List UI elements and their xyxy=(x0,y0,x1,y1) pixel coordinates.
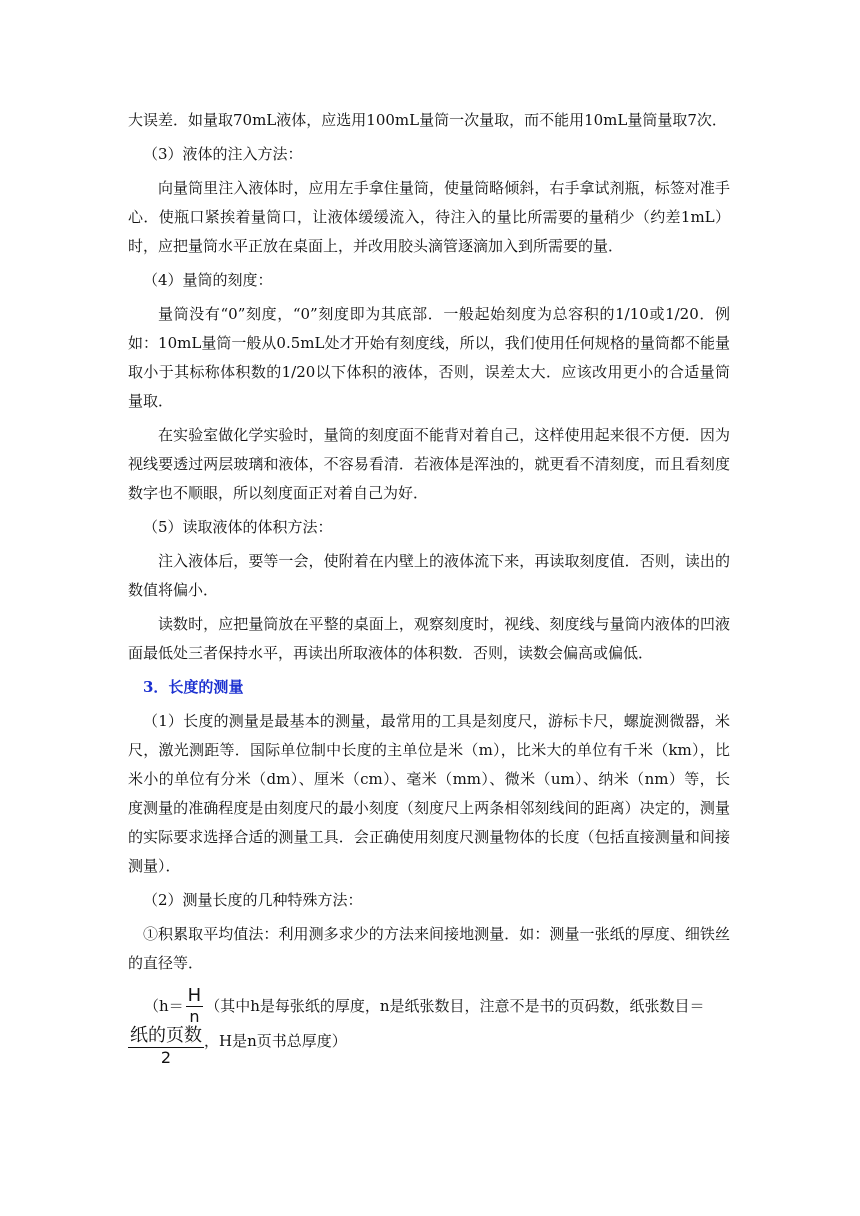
fraction-denominator: n xyxy=(189,1006,200,1026)
fraction-numerator: H xyxy=(187,984,202,1006)
paragraph-reading-wait: 注入液体后，要等一会，使附着在内壁上的液体流下来，再读取刻度值．否则，读出的数值将偏小． xyxy=(128,552,730,599)
formula-line-2 xyxy=(128,1025,347,1071)
subheading-reading-volume: （5）读取液体的体积方法： xyxy=(143,518,333,536)
subheading-cylinder-scale: （4）量筒的刻度： xyxy=(143,271,273,289)
fraction-numerator: 纸的页数 xyxy=(130,1025,202,1046)
subheading-pouring-method: （3）液体的注入方法： xyxy=(143,145,303,163)
paragraph-cylinder-scale: 量筒没有“0”刻度，“0”刻度即为其底部．一般起始刻度为总容积的1/10或1/20．例如：10mL量筒一般从0.5mL处才开始有刻度线，所以，我们使用任何规格的量筒都不能量取小于其标称体积数的1/20以下体积的液体，否则，误差太大．应该改用更小的合适量筒量取． xyxy=(128,305,730,410)
paragraph-reading-level: 读数时，应把量筒放在平整的桌面上，观察刻度时，视线、刻度线与量筒内液体的凹液面最低处三者保持水平，再读出所取液体的体积数．否则，读数会偏高或偏低． xyxy=(128,615,730,662)
subheading-special-methods: （2）测量长度的几种特殊方法： xyxy=(143,891,363,909)
paragraph-pouring-method: 向量筒里注入液体时，应用左手拿住量筒，使量筒略倾斜，右手拿试剂瓶，标签对准手心．使瓶口紧挨着量筒口，让液体缓缓流入，待注入的量比所需要的量稍少（约差1mL）时，应把量筒水平正放在桌面上，并改用胶头滴管逐滴加入到所需要的量． xyxy=(128,179,730,255)
fraction-pages-over-two xyxy=(128,1025,204,1068)
paragraph-length-tools: （1）长度的测量是最基本的测量，最常用的工具是刻度尺，游标卡尺，螺旋测微器，米尺，激光测距等．国际单位制中长度的主单位是米（m），比米大的单位有千米（km），比米小的单位有分米（dm）、厘米（cm）、毫米（mm）、微米（um）、纳米（nm）等，长度测量的准确程度是由刻度尺的最小刻度（刻度尺上两条相邻刻线间的距离）决定的，测量的实际要求选择合适的测量工具．会正确使用刻度尺测量物体的长度（包括直接测量和间接测量）． xyxy=(128,712,730,875)
formula-line-1 xyxy=(144,983,705,1029)
formula-prefix: （h＝ xyxy=(144,996,184,1015)
thickness-formula xyxy=(128,983,730,1069)
paragraph-measuring-error: 大误差．如量取70mL液体，应选用100mL量筒一次量取，而不能用10mL量筒量取7次． xyxy=(128,111,727,129)
paragraph-accumulation-method: ①积累取平均值法：利用测多求少的方法来间接地测量．如：测量一张纸的厚度、细铁丝的直径等． xyxy=(128,925,730,972)
fraction-denominator: 2 xyxy=(160,1048,172,1067)
formula-explanation: （其中h是每张纸的厚度，n是纸张数目，注意不是书的页码数，纸张数目＝ xyxy=(205,996,705,1015)
section-heading-length-measurement: 3．长度的测量 xyxy=(143,678,244,696)
formula-explanation-end: ，H是n页书总厚度） xyxy=(204,1032,347,1050)
paragraph-scale-facing: 在实验室做化学实验时，量筒的刻度面不能背对着自己，这样使用起来很不方便．因为视线要透过两层玻璃和液体，不容易看清．若液体是浑浊的，就更看不清刻度，而且看刻度数字也不顺眼，所以刻度面正对着自己为好． xyxy=(128,426,730,502)
document-body xyxy=(128,106,730,1069)
fraction-h-over-n xyxy=(186,986,204,1027)
